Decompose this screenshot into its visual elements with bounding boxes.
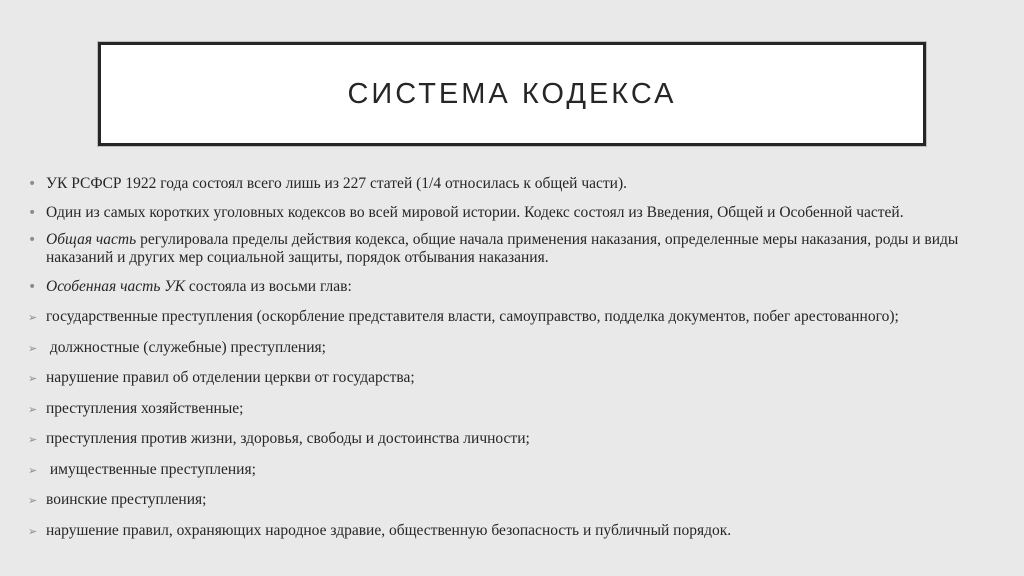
chapter-text: воинские преступления; — [46, 491, 207, 508]
title-box — [98, 42, 926, 146]
chapter-text: нарушение правил, охраняющих народное здравие, общественную безопасность и публичный порядок. — [46, 521, 732, 539]
slide-title: СИСТЕМА КОДЕКСА — [347, 77, 677, 110]
arrow-bullet-icon: ➢ — [28, 402, 38, 416]
slide-content — [28, 175, 1003, 540]
chapter-text: нарушение правил об отделении церкви от государства; — [46, 369, 415, 386]
list-item-emphasis: Особенная часть УК — [46, 278, 185, 295]
chapter-item — [28, 522, 1003, 540]
chapter-item — [28, 339, 1003, 357]
chapter-text: преступления хозяйственные; — [46, 399, 244, 417]
list-item — [28, 278, 1003, 296]
arrow-bullet-icon: ➢ — [28, 341, 38, 355]
chapter-item — [28, 369, 1003, 387]
list-item-text: УК РСФСР 1922 года состоял всего лишь из 227 статей (1/4 относилась к общей части). — [46, 175, 628, 192]
list-item-text: состояла из восьми глав: — [185, 278, 352, 295]
list-item — [28, 231, 1003, 267]
arrow-bullet-icon: ➢ — [28, 433, 38, 446]
bullet-dot-icon: • — [28, 176, 37, 192]
arrow-bullet-icon: ➢ — [28, 463, 38, 477]
arrow-bullet-icon: ➢ — [28, 524, 38, 538]
chapter-text: должностные (служебные) преступления; — [46, 338, 326, 356]
bullet-dot-icon: • — [28, 205, 37, 221]
list-item — [28, 204, 1003, 222]
bullet-dot-icon: • — [28, 279, 37, 295]
chapter-item — [28, 491, 1003, 509]
chapter-text: государственные преступления (оскорбление представителя власти, самоуправство, подделка документов, побег арестованного); — [46, 308, 899, 325]
list-item-emphasis: Общая часть — [46, 231, 137, 248]
bullet-dot-icon: • — [28, 232, 37, 248]
chapter-item — [28, 400, 1003, 418]
chapter-item — [28, 308, 1003, 326]
chapter-item — [28, 430, 1003, 448]
list-item-text: Один из самых коротких уголовных кодексов во всей мировой истории. Кодекс состоял из Введения, Общей и Особенной частей. — [46, 204, 904, 221]
arrow-bullet-icon: ➢ — [28, 372, 38, 385]
chapter-item — [28, 461, 1003, 479]
chapter-text: имущественные преступления; — [46, 460, 256, 478]
chapter-text: преступления против жизни, здоровья, свободы и достоинства личности; — [46, 430, 530, 447]
list-item-text: регулировала пределы действия кодекса, общие начала применения наказания, определенные меры наказания, роды и виды наказаний и других мер социальной защиты, порядок отбывания наказания. — [46, 231, 959, 266]
list-item — [28, 175, 1003, 193]
arrow-bullet-icon: ➢ — [28, 494, 38, 507]
arrow-bullet-icon: ➢ — [28, 311, 38, 324]
